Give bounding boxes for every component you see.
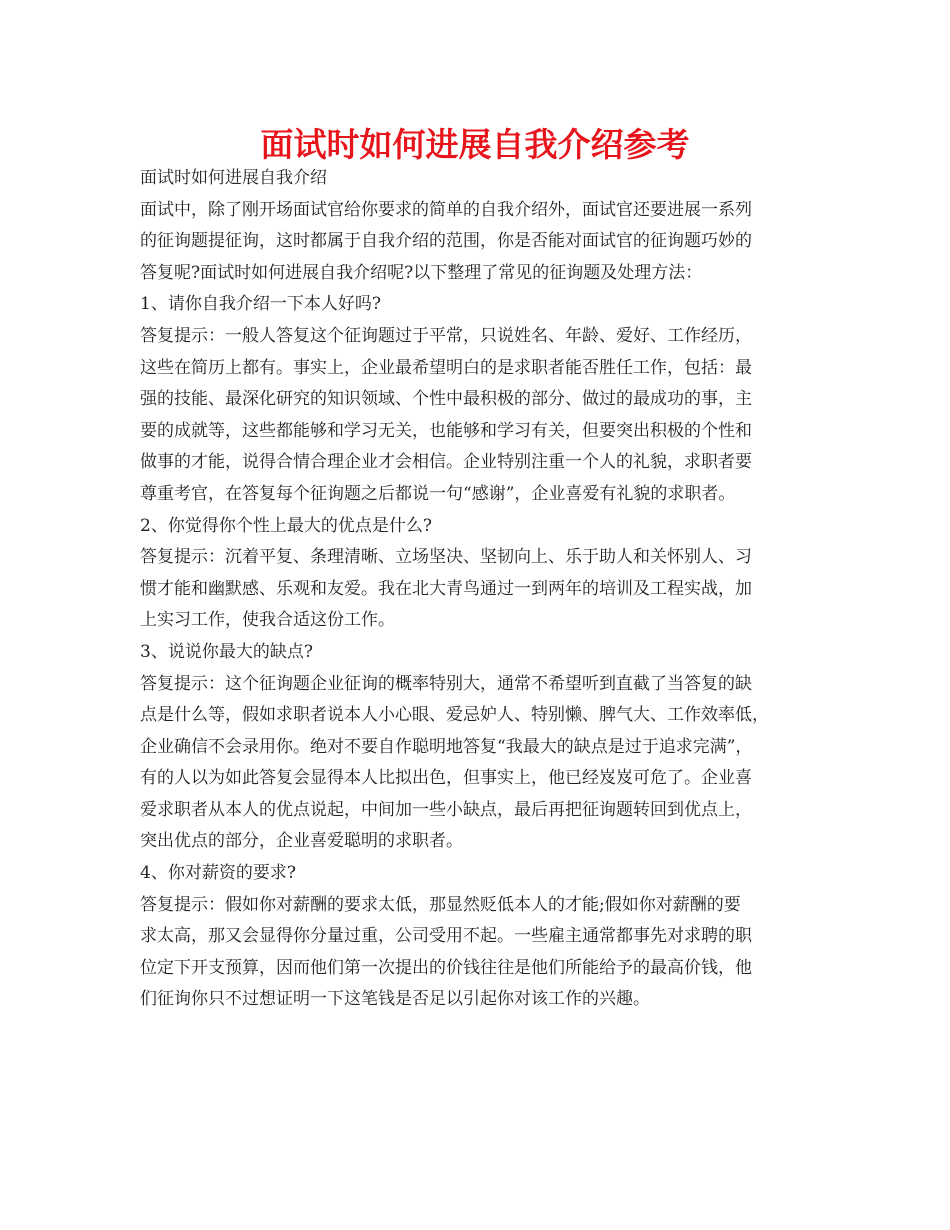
text-line: 尊重考官，在答复每个征询题之后都说一句“感谢”，企业喜爱有礼貌的求职者。 [140,483,736,504]
text-line: 面试中，除了刚开场面试官给你要求的简单的自我介绍外，面试官还要进展一系列 [140,199,752,220]
text-line: 上实习工作，使我合适这份工作。 [140,610,395,631]
text-line: 答复提示：一般人答复这个征询题过于平常，只说姓名、年龄、爱好、工作经历， [140,325,752,346]
text-line: 爱求职者从本人的优点说起，中间加一些小缺点，最后再把征询题转回到优点上， [140,799,752,820]
text-line: 惯才能和幽默感、乐观和友爱。我在北大青鸟通过一到两年的培训及工程实战，加 [140,578,752,599]
text-line: 点是什么等，假如求职者说本人小心眼、爱忌妒人、特别懒、脾气大、工作效率低， [140,705,769,726]
text-line: 2、你觉得你个性上最大的优点是什么? [140,515,432,536]
text-line: 答复提示：沉着平复、条理清晰、立场坚决、坚韧向上、乐于助人和关怀别人、习 [140,547,752,568]
text-line: 面试时如何进展自我介绍 [140,168,327,188]
text-line: 求太高，那又会显得你分量过重，公司受用不起。一些雇主通常都事先对求聘的职 [140,926,752,947]
text-line: 4、你对薪资的要求? [140,863,296,884]
text-line: 企业确信不会录用你。绝对不要自作聪明地答复“我最大的缺点是过于追求完满”， [140,736,753,757]
text-line: 的征询题提征询，这时都属于自我介绍的范围，你是否能对面试官的征询题巧妙的 [140,231,752,252]
text-line: 要的成就等，这些都能够和学习无关，也能够和学习有关，但要突出积极的个性和 [140,420,752,441]
text-line: 突出优点的部分，企业喜爱聪明的求职者。 [140,831,463,852]
text-line: 答复提示：这个征询题企业征询的概率特别大，通常不希望听到直截了当答复的缺 [140,673,752,694]
document-body [140,163,820,1016]
text-line: 位定下开支预算，因而他们第一次提出的价钱往往是他们所能给予的最高价钱，他 [140,957,752,978]
text-line: 3、说说你最大的缺点? [140,641,313,662]
text-line: 这些在简历上都有。事实上，企业最希望明白的是求职者能否胜任工作，包括：最 [140,357,752,378]
text-line: 做事的才能，说得合情合理企业才会相信。企业特别注重一个人的礼貌，求职者要 [140,452,752,473]
text-line: 有的人以为如此答复会显得本人比拟出色，但事实上，他已经岌岌可危了。企业喜 [140,768,752,789]
text-line: 1、请你自我介绍一下本人好吗? [140,294,381,315]
text-line: 答复提示：假如你对薪酬的要求太低，那显然贬低本人的才能;假如你对薪酬的要 [140,894,741,915]
text-line: 们征询你只不过想证明一下这笔钱是否足以引起你对该工作的兴趣。 [140,989,650,1010]
text-line: 答复呢?面试时如何进展自我介绍呢?以下整理了常见的征询题及处理方法： [140,262,703,283]
document-title: 面试时如何进展自我介绍参考 [260,125,690,164]
text-line: 强的技能、最深化研究的知识领域、个性中最积极的部分、做过的最成功的事，主 [140,389,752,410]
